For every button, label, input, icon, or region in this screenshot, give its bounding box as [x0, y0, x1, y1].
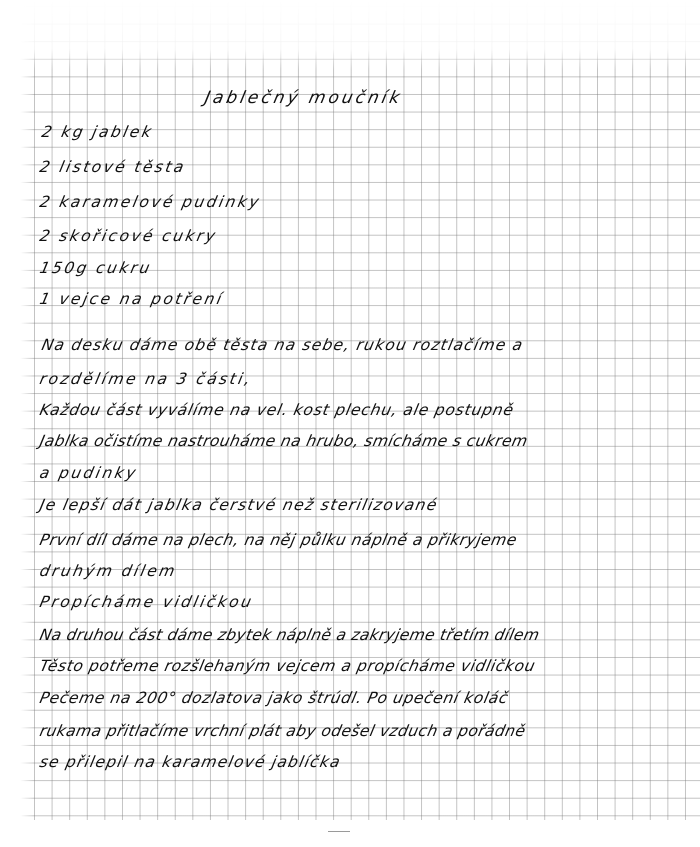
ingredient-line: 150g cukru: [38, 259, 154, 277]
instruction-line: rozdělíme na 3 části,: [38, 370, 255, 388]
page-bottom-margin: [0, 820, 700, 847]
instruction-line: Je lepší dát jablka čerstvé než sterilizované: [38, 496, 440, 514]
instruction-line: Jablka očistíme nastrouháme na hrubo, smícháme s cukrem: [38, 432, 530, 450]
instruction-line: Každou část vyválíme na vel. kost plechu, ale postupně: [38, 401, 516, 419]
ingredient-line: 2 kg jablek: [40, 123, 156, 141]
instruction-line: Těsto potřeme rozšlehaným vejcem a propícháme vidličkou: [38, 657, 538, 675]
page-bottom-mark: [328, 831, 350, 832]
instruction-line: Propícháme vidličkou: [38, 593, 256, 611]
page-top-margin: [0, 0, 700, 70]
ingredient-line: 2 skořicové cukry: [38, 227, 220, 245]
instruction-line: a pudinky: [38, 464, 140, 482]
ingredient-line: 1 vejce na potření: [38, 290, 226, 308]
instruction-line: Pečeme na 200° dozlatova jako štrúdl. Po upečení koláč: [38, 689, 511, 707]
page-left-margin: [0, 0, 34, 847]
instruction-line: Na desku dáme obě těsta na sebe, rukou roztlačíme a: [40, 336, 526, 354]
recipe-title: Jablečný moučník: [202, 88, 405, 108]
instruction-line: První díl dáme na plech, na něj půlku náplně a přikryjeme: [38, 531, 519, 549]
ingredient-line: 2 listové těsta: [38, 158, 188, 176]
instruction-line: Na druhou část dáme zbytek náplně a zakryjeme třetím dílem: [38, 626, 542, 644]
instruction-line: druhým dílem: [38, 562, 179, 580]
instruction-line: rukama přitlačíme vrchní plát aby odešel vzduch a pořádně: [38, 722, 528, 740]
ingredient-line: 2 karamelové pudinky: [38, 193, 263, 211]
instruction-line: se přilepil na karamelové jablíčka: [38, 753, 343, 771]
